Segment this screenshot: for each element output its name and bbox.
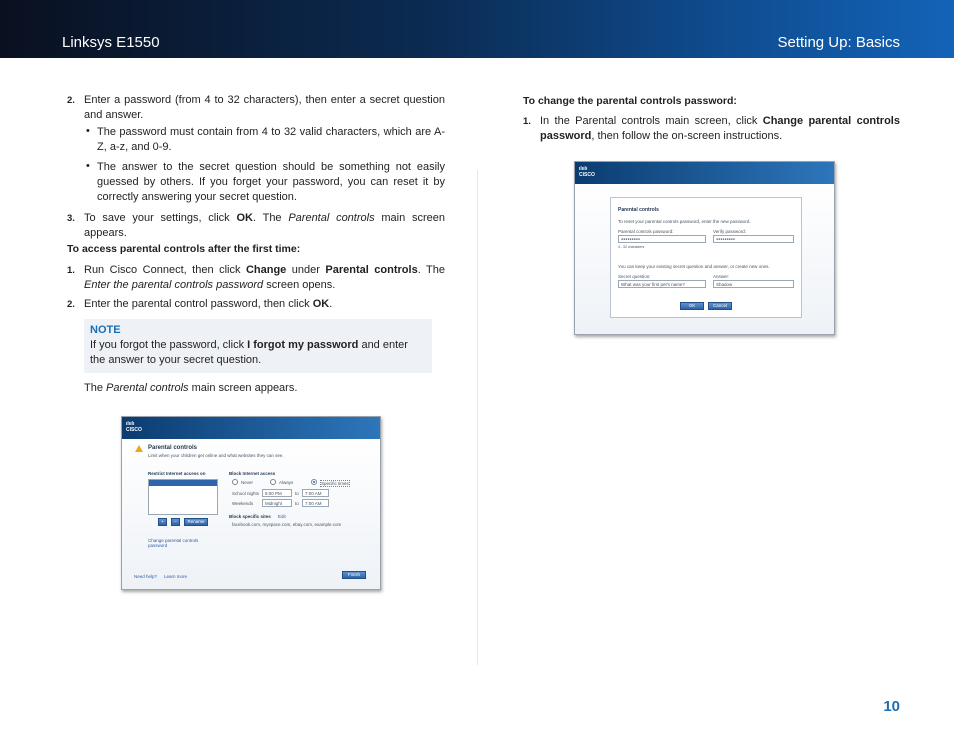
verify-input[interactable]: ●●●●●●●●● — [713, 235, 794, 243]
to-label: to — [295, 491, 299, 496]
finish-button[interactable]: Finish — [342, 571, 366, 579]
note-body: If you forgot the password, click I forgot my password and enter the answer to your secret question. — [90, 339, 408, 366]
ok-button[interactable]: OK — [680, 302, 704, 310]
weekends-label: Weekends — [232, 501, 254, 506]
school-end-select[interactable]: 7:00 AM — [302, 489, 329, 497]
cisco-logo: ılıılı CISCO — [126, 421, 142, 433]
step-2-text: Enter a password (from 4 to 32 characters), then enter a secret question and answer. — [84, 94, 445, 121]
device-item[interactable]: Jumbo Notebook — [150, 489, 185, 494]
warning-icon — [135, 445, 143, 452]
access-heading: To access parental controls after the first time: — [67, 243, 301, 255]
section-title: Setting Up: Basics — [777, 34, 900, 51]
bullet-1-text: The password must contain from 4 to 32 valid characters, which are A-Z, a-z, and 0-9. — [97, 126, 445, 153]
add-button[interactable]: + — [158, 518, 167, 526]
bullet-dot: • — [86, 160, 90, 172]
learn-more-link[interactable]: Learn more — [164, 574, 188, 579]
never-label: Never — [241, 480, 254, 485]
change-password-screenshot — [574, 161, 835, 335]
always-label: Always — [279, 480, 294, 485]
block-label: Block Internet access — [229, 471, 276, 476]
device-list[interactable] — [148, 479, 218, 515]
step-number: 2. — [67, 95, 75, 106]
restrict-label: Restrict Internet access on — [148, 471, 206, 476]
panel-instructions: To reset your parental controls password, enter the new password. — [618, 219, 751, 224]
step-3-text: To save your settings, click OK. The Parental controls main screen appears. — [84, 212, 445, 239]
verify-label: Verify password: — [713, 229, 747, 234]
bullet-dot: • — [86, 125, 90, 137]
remove-button[interactable]: − — [171, 518, 180, 526]
weekend-start-select[interactable]: Midnight — [262, 499, 292, 507]
page-number: 10 — [883, 698, 900, 715]
weekend-end-select[interactable]: 7:00 AM — [302, 499, 329, 507]
question-input[interactable]: What was your first pet's name? — [618, 280, 706, 288]
block-sites-label: Block specific sites — [229, 514, 271, 519]
access-step-1-text: Run Cisco Connect, then click Change under Parental controls. The Enter the parental controls password screen opens. — [84, 264, 446, 291]
step-number: 3. — [67, 213, 75, 224]
access-step-2-text: Enter the parental control password, then click OK. — [84, 298, 333, 310]
note-label: NOTE — [90, 324, 121, 336]
password-label: Parental controls password: — [618, 229, 674, 234]
product-title: Linksys E1550 — [62, 34, 160, 51]
rename-button[interactable]: Rename — [184, 518, 208, 526]
cancel-button[interactable]: Cancel — [708, 302, 732, 310]
cisco-banner — [122, 417, 380, 439]
after-text: The Parental controls main screen appears. — [84, 382, 298, 394]
panel-title: Parental controls — [618, 207, 659, 213]
specific-label: Specific times — [321, 481, 349, 486]
need-help-link[interactable]: Need help? — [134, 574, 158, 579]
to-label: to — [295, 501, 299, 506]
blocked-sites: facebook.com, myspace.com, ebay.com, example.com — [232, 522, 342, 527]
password-input[interactable]: ●●●●●●●●● — [618, 235, 706, 243]
edit-link[interactable]: Edit — [278, 514, 286, 519]
school-start-select[interactable]: 8:00 PM — [262, 489, 292, 497]
cisco-logo: ılıılı CISCO — [579, 166, 595, 178]
keep-question-text: You can keep your existing secret question and answer, or create new ones. — [618, 264, 770, 269]
answer-input[interactable]: Shadow — [713, 280, 794, 288]
change-heading: To change the parental controls password: — [523, 95, 737, 107]
note-box — [84, 319, 432, 373]
question-label: Secret question: — [618, 274, 651, 279]
column-divider — [477, 170, 478, 665]
page-header — [0, 0, 954, 58]
cisco-banner — [575, 162, 834, 184]
always-radio[interactable] — [270, 479, 276, 485]
shot-title: Parental controls — [148, 445, 198, 451]
specific-radio[interactable] — [311, 479, 317, 485]
parental-controls-screenshot — [121, 416, 381, 590]
change-step-1-text: In the Parental controls main screen, click Change parental controls password, then follow the on-screen instructions. — [540, 115, 900, 142]
password-panel — [610, 197, 802, 318]
step-number: 1. — [67, 265, 75, 276]
bullet-2-text: The answer to the secret question should be something not easily guessed by others. If you forget your password, you can reset it by correctly answering your secret question. — [97, 161, 445, 203]
step-number: 2. — [67, 299, 75, 310]
change-password-link[interactable]: Change parental controls password — [148, 538, 199, 548]
answer-label: Answer: — [713, 274, 730, 279]
school-nights-label: School nights — [232, 491, 260, 496]
password-hint: 4 - 32 characters — [618, 245, 645, 249]
never-radio[interactable] — [232, 479, 238, 485]
step-number: 1. — [523, 116, 531, 127]
shot-subtitle: Limit when your children get online and what websites they can see. — [148, 453, 284, 458]
